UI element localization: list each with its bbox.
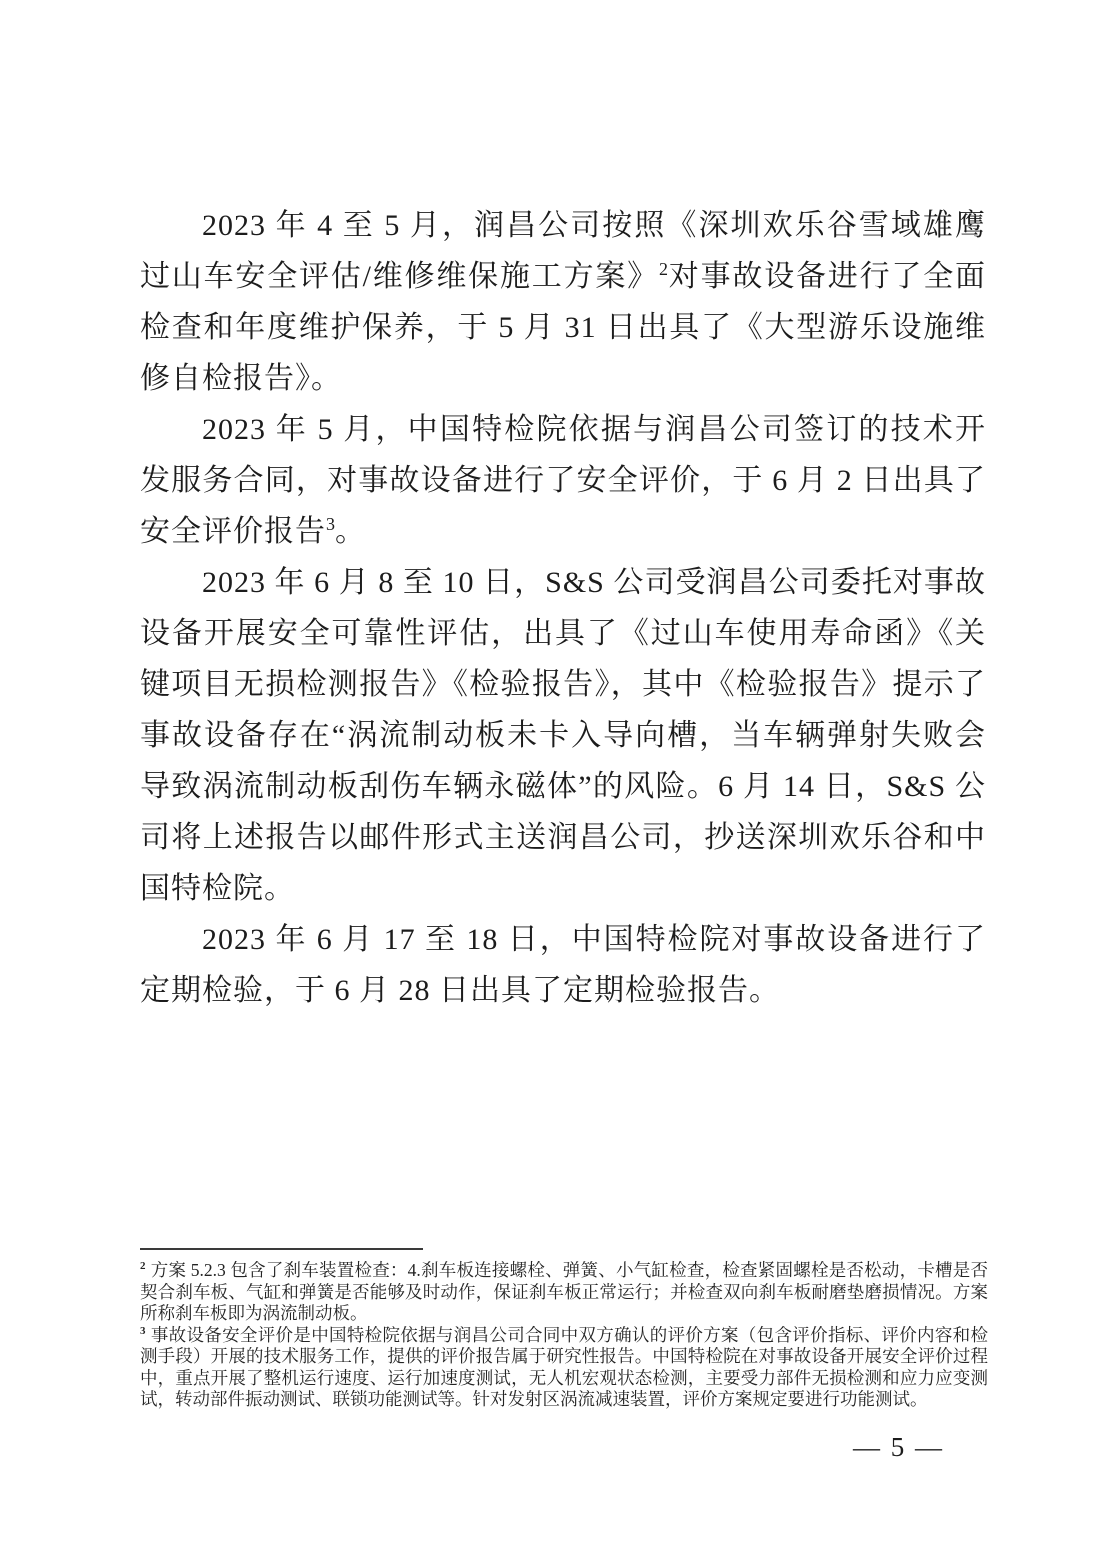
footnote-separator [140, 1248, 423, 1250]
footnote-reference-2: 2 [658, 259, 668, 279]
body-paragraph [140, 557, 986, 914]
paragraph-text: 2023 年 6 月 8 至 10 日，S&S 公司受润昌公司委托对事故设备开展安全可靠性评估，出具了《过山车使用寿命函》《关键项目无损检测报告》《检验报告》，其中《检验报告》提示了事故设备存在“涡流制动板未卡入导向槽，当车辆弹射失败会导致涡流制动板刮伤车辆永磁体”的风险。6 月 14 日，S&S 公司将上述报告以邮件形式主送润昌公司，抄送深圳欢乐谷和中国特检院。 [140, 566, 986, 905]
paragraph-text: 2023 年 5 月，中国特检院依据与润昌公司签订的技术开发服务合同，对事故设备进行了安全评价，于 6 月 2 日出具了安全评价报告 [140, 413, 986, 548]
footnote-reference-3: 3 [326, 514, 335, 534]
page-number: — 5 — [853, 1432, 944, 1462]
paragraph-text: 。 [335, 515, 366, 548]
footnotes-section [140, 1248, 988, 1411]
footnote-text: 事故设备安全评价是中国特检院依据与润昌公司合同中双方确认的评价方案（包含评价指标、评价内容和检测手段）开展的技术服务工作，提供的评价报告属于研究性报告。中国特检院在对事故设备开展安全评价过程中，重点开展了整机运行速度、运行加速度测试，无人机宏观状态检测，主要受力部件无损检测和应力应变测试，转动部件振动测试、联锁功能测试等。针对发射区涡流减速装置，评价方案规定要进行功能测试。 [140, 1324, 988, 1409]
body-paragraph [140, 200, 986, 404]
footnote [140, 1260, 988, 1325]
document-body [140, 200, 986, 1016]
footnote-marker-2: 2 [140, 1260, 146, 1273]
footnote [140, 1325, 988, 1411]
paragraph-text: 对事故设备进行了全面检查和年度维护保养，于 5 月 31 日出具了《大型游乐设施维修自检报告》。 [140, 260, 987, 395]
body-paragraph [140, 914, 986, 1016]
body-paragraph [140, 404, 986, 557]
footnote-marker-3: 3 [140, 1324, 146, 1337]
paragraph-text: 2023 年 4 至 5 月，润昌公司按照《深圳欢乐谷雪域雄鹰过山车安全评估/维修维保施工方案》 [140, 209, 986, 293]
paragraph-text: 2023 年 6 月 17 至 18 日，中国特检院对事故设备进行了定期检验，于 6 月 28 日出具了定期检验报告。 [140, 923, 986, 1007]
footnote-text: 方案 5.2.3 包含了刹车装置检查：4.刹车板连接螺栓、弹簧、小气缸检查，检查紧固螺栓是否松动，卡槽是否契合刹车板、气缸和弹簧是否能够及时动作，保证刹车板正常运行；并检查双向刹车板耐磨垫磨损情况。方案所称刹车板即为涡流制动板。 [140, 1260, 988, 1323]
